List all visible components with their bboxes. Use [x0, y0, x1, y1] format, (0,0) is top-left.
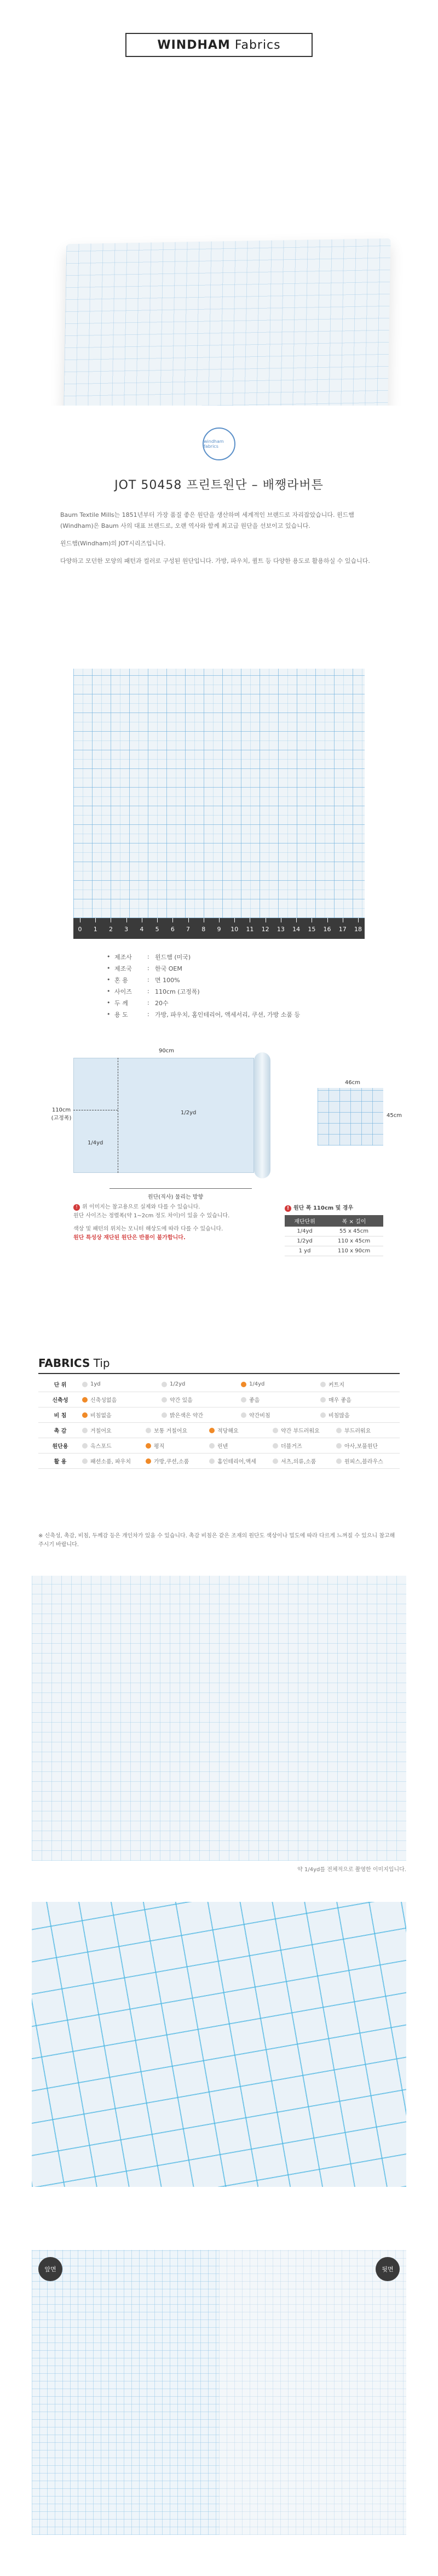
front-badge: 앞면 — [38, 2257, 62, 2281]
tip-head: 단 위 — [54, 1382, 67, 1388]
folded-fabric — [62, 238, 390, 406]
ruler-tick — [327, 918, 328, 922]
tips-note: ※ 신축성, 촉감, 비침, 두께감 등은 개인차가 있을 수 있습니다. 촉감 비침은 같은 조재의 원단도 색상이나 밀도에 따라 다르게 느껴질 수 있으니 참고해 주시기 바랍니다. — [38, 1533, 395, 1548]
desc-paragraph: Baum Textile Mills는 1851년부터 가장 품질 좋은 원단을 생산하며 세계적인 브랜드로 자리잡았습니다. 윈드햄(Windham)은 Baum 사의 대표 브랜드로, 오랜 역사와 함께 최고급 원단을 선보이고 있습니다. — [60, 511, 354, 529]
spec-row — [107, 997, 337, 1008]
ruler-number: 4 — [140, 926, 144, 933]
tip-option: 커트지 — [320, 1380, 400, 1388]
option-dot-icon — [320, 1382, 326, 1387]
width-label: 90cm — [159, 1048, 174, 1054]
option-dot-icon — [320, 1397, 326, 1403]
spec-value: 가방, 파우치, 홈인테리어, 액세서리, 쿠션, 가방 소품 등 — [155, 1011, 301, 1018]
tip-option: 더블거즈 — [273, 1441, 336, 1450]
bullet: • — [107, 988, 111, 995]
tip-row — [38, 1392, 400, 1407]
tip-option: 밝은색은 약간 — [162, 1411, 241, 1419]
direction-arrow — [110, 1188, 252, 1189]
ruler-number: 6 — [170, 926, 175, 933]
cut-table — [285, 1215, 383, 1256]
spec-row — [107, 962, 337, 974]
tip-head: 비 침 — [54, 1413, 67, 1419]
tip-option: 옥스포드 — [82, 1441, 146, 1450]
option-dot-icon — [336, 1428, 342, 1433]
tip-option: 린넨 — [209, 1441, 273, 1450]
option-dot-icon — [82, 1382, 88, 1387]
option-dot-icon — [241, 1397, 246, 1403]
cut-header: 재단단위 — [285, 1215, 325, 1227]
tip-option: 가방,쿠션,소품 — [146, 1457, 209, 1465]
tip-option: 패션소품, 파우치 — [82, 1457, 146, 1465]
option-dot-icon — [162, 1397, 167, 1403]
tip-option: 아사,보풀원단 — [336, 1441, 400, 1450]
height-label: 110cm (고정폭) — [51, 1107, 72, 1121]
tip-option: 보통 거칠어요 — [146, 1426, 209, 1434]
option-dot-icon — [320, 1412, 326, 1418]
bolt-diagram — [73, 1058, 254, 1173]
tip-head: 신축성 — [52, 1398, 68, 1404]
option-dot-icon — [273, 1443, 278, 1449]
tip-option: 홈인테리어,액세 — [209, 1457, 273, 1465]
tips-title: FABRICS Tip — [38, 1357, 110, 1370]
option-dot-icon — [82, 1443, 88, 1449]
back-badge: 뒷면 — [376, 2257, 400, 2281]
notice-warning: 원단 특성상 재단된 원단은 반품이 불가합니다. — [73, 1235, 186, 1241]
table-row: 1 yd 110 x 90cm — [285, 1246, 383, 1256]
tip-head: 원단용 — [52, 1444, 68, 1450]
option-dot-icon — [162, 1412, 167, 1418]
brand-bold: WINDHAM — [157, 38, 230, 52]
tip-option: 매우 좋음 — [320, 1395, 400, 1404]
product-title: JOT 50458 프린트원단 – 배쨍라버튼 — [114, 478, 324, 492]
tip-option: 적당해요 — [209, 1426, 273, 1434]
notice-line: 원단 사이즈는 정렬폭(약 1~2cm 정도 차이)이 있을 수 있습니다. — [73, 1213, 230, 1219]
option-dot-icon — [82, 1397, 88, 1403]
tip-option: 1yd — [82, 1381, 162, 1387]
cut-table-box — [285, 1203, 383, 1256]
ruler-number: 12 — [261, 926, 269, 933]
spec-colon: : — [147, 953, 149, 960]
alert-icon: ! — [73, 1204, 80, 1211]
ruler-number: 1 — [93, 926, 97, 933]
brand-light: Fabrics — [230, 38, 281, 52]
spec-row — [107, 974, 337, 985]
product-description — [60, 510, 378, 573]
fabric-photo-flat — [32, 1576, 406, 1861]
bullet: • — [107, 953, 111, 960]
ruler-tick — [95, 918, 96, 922]
option-dot-icon — [162, 1382, 167, 1387]
tip-option: 원피스,블라우스 — [336, 1457, 400, 1465]
option-dot-icon — [273, 1428, 278, 1433]
ruler-tick — [126, 918, 127, 922]
ruler-tick — [157, 918, 158, 922]
option-dot-icon — [209, 1428, 215, 1433]
brand-frame — [125, 33, 313, 57]
ruler-number: 0 — [78, 926, 82, 933]
option-dot-icon — [336, 1443, 342, 1449]
spec-colon: : — [147, 988, 149, 995]
option-dot-icon — [146, 1428, 151, 1433]
ruler-number: 10 — [230, 926, 239, 933]
notice-box — [73, 1203, 270, 1243]
tip-option: 부드러워요 — [336, 1426, 400, 1434]
ruler-tick — [172, 918, 173, 922]
spec-colon: : — [147, 999, 149, 1006]
cut-heading: ! 원단 폭 110cm 및 경우 — [285, 1203, 383, 1212]
ruler-tick — [358, 918, 359, 922]
fabric-swatch — [73, 669, 365, 918]
ruler-tick — [234, 918, 235, 922]
tip-option: 셔츠,의류,소품 — [273, 1457, 336, 1465]
quarter-label: 1/4yd — [88, 1140, 103, 1146]
cut-header: 폭 × 길이 — [325, 1215, 383, 1227]
ruler — [73, 918, 365, 939]
bullet: • — [107, 1011, 111, 1018]
desc-paragraph: 윈드햄(Windham)의 JOT시리즈입니다. — [60, 540, 166, 547]
spec-row — [107, 1008, 337, 1020]
tip-option: 약간 있음 — [162, 1395, 241, 1404]
tip-option: 약간 부드러워요 — [273, 1426, 336, 1434]
half-label: 1/2yd — [181, 1110, 197, 1116]
spec-list — [107, 951, 337, 1020]
tip-option: 1/4yd — [241, 1381, 320, 1387]
option-dot-icon — [209, 1443, 215, 1449]
brand-title — [157, 38, 280, 52]
spec-row — [107, 951, 337, 962]
option-dot-icon — [146, 1458, 151, 1464]
tip-head: 활 용 — [54, 1459, 67, 1465]
spec-value: 한국 OEM — [155, 965, 182, 972]
fabric-back-photo — [219, 2250, 406, 2535]
small-swatch — [318, 1088, 383, 1145]
spec-value: 20수 — [155, 999, 169, 1007]
ruler-number: 3 — [124, 926, 129, 933]
spec-label: 용 도 — [114, 1011, 128, 1018]
tip-row — [38, 1438, 400, 1454]
ruler-number: 9 — [217, 926, 221, 933]
spec-label: 사이즈 — [114, 988, 132, 995]
option-dot-icon — [82, 1412, 88, 1418]
spec-value: 면 100% — [155, 976, 180, 984]
fabric-photo-folded — [0, 82, 438, 406]
tip-row — [38, 1423, 400, 1438]
option-dot-icon — [209, 1458, 215, 1464]
spec-row — [107, 985, 337, 997]
option-dot-icon — [241, 1412, 246, 1418]
spec-colon: : — [147, 976, 149, 983]
bullet: • — [107, 965, 111, 972]
table-row: 1/2yd 110 x 45cm — [285, 1236, 383, 1246]
fabric-photo-closeup — [32, 1902, 406, 2187]
ruler-tick — [296, 918, 297, 922]
alert-icon: ! — [285, 1205, 291, 1212]
ruler-tick — [219, 918, 220, 922]
logo-text: windham fabrics — [204, 439, 224, 449]
tip-option: 비침없음 — [82, 1411, 162, 1419]
desc-paragraph: 다양하고 모던한 모양의 패턴과 컬러로 구성된 원단입니다. 가방, 파우치, 퀼트 등 다양한 용도로 활용하실 수 있습니다. — [60, 557, 370, 565]
spec-label: 혼 용 — [114, 976, 128, 984]
tips-table — [38, 1377, 400, 1469]
photo-caption: 약 1/4yd를 전체적으로 촬영한 이미지입니다. — [297, 1867, 406, 1873]
ruler-number: 16 — [323, 926, 331, 933]
option-dot-icon — [336, 1458, 342, 1464]
fabric-front-photo — [32, 2250, 219, 2535]
spec-value: 110cm (고정폭) — [155, 988, 200, 995]
spec-colon: : — [147, 965, 149, 972]
ruler-number: 5 — [155, 926, 159, 933]
ruler-tick — [188, 918, 189, 922]
tips-divider — [38, 1373, 400, 1374]
tip-head: 촉 감 — [54, 1428, 67, 1434]
ruler-number: 17 — [338, 926, 347, 933]
tip-row — [38, 1454, 400, 1469]
tip-row — [38, 1377, 400, 1392]
ruler-number: 14 — [292, 926, 301, 933]
option-dot-icon — [82, 1458, 88, 1464]
tip-option: 1/2yd — [162, 1381, 241, 1387]
spec-colon: : — [147, 1011, 149, 1018]
spec-value: 윈드햄 (미국) — [155, 953, 191, 961]
spec-label: 제조국 — [114, 965, 132, 972]
table-row: 1/4yd 55 x 45cm — [285, 1227, 383, 1236]
notice-line: 색상 및 패턴의 위치는 모니터 해상도에 따라 다를 수 있습니다. — [73, 1226, 223, 1232]
tip-option: 거칠어요 — [82, 1426, 146, 1434]
tip-option: 평직 — [146, 1441, 209, 1450]
ruler-number: 11 — [246, 926, 254, 933]
bullet: • — [107, 999, 111, 1006]
tip-option: 좋음 — [241, 1395, 320, 1404]
bullet: • — [107, 976, 111, 983]
small-height-label: 45cm — [387, 1113, 402, 1119]
small-width-label: 46cm — [345, 1080, 360, 1086]
windham-logo — [203, 428, 235, 460]
ruler-number: 8 — [201, 926, 206, 933]
option-dot-icon — [82, 1428, 88, 1433]
ruler-number: 15 — [308, 926, 316, 933]
ruler-number: 2 — [108, 926, 113, 933]
direction-label: 원단(직사) 물리는 방향 — [148, 1194, 204, 1200]
ruler-number: 13 — [276, 926, 285, 933]
tip-option: 비침많음 — [320, 1411, 400, 1419]
tip-option: 약간비침 — [241, 1411, 320, 1419]
option-dot-icon — [146, 1443, 151, 1449]
spec-label: 제조사 — [114, 953, 132, 961]
tip-option: 신축성없음 — [82, 1395, 162, 1404]
ruler-number: 18 — [354, 926, 362, 933]
ruler-number: 7 — [186, 926, 191, 933]
tip-row — [38, 1407, 400, 1423]
spec-label: 두 께 — [114, 999, 128, 1007]
option-dot-icon — [241, 1382, 246, 1387]
fabric-roll — [254, 1052, 270, 1178]
option-dot-icon — [273, 1458, 278, 1464]
notice-line: ! 위 이미지는 참고용으로 실제와 다를 수 있습니다. — [73, 1203, 270, 1212]
